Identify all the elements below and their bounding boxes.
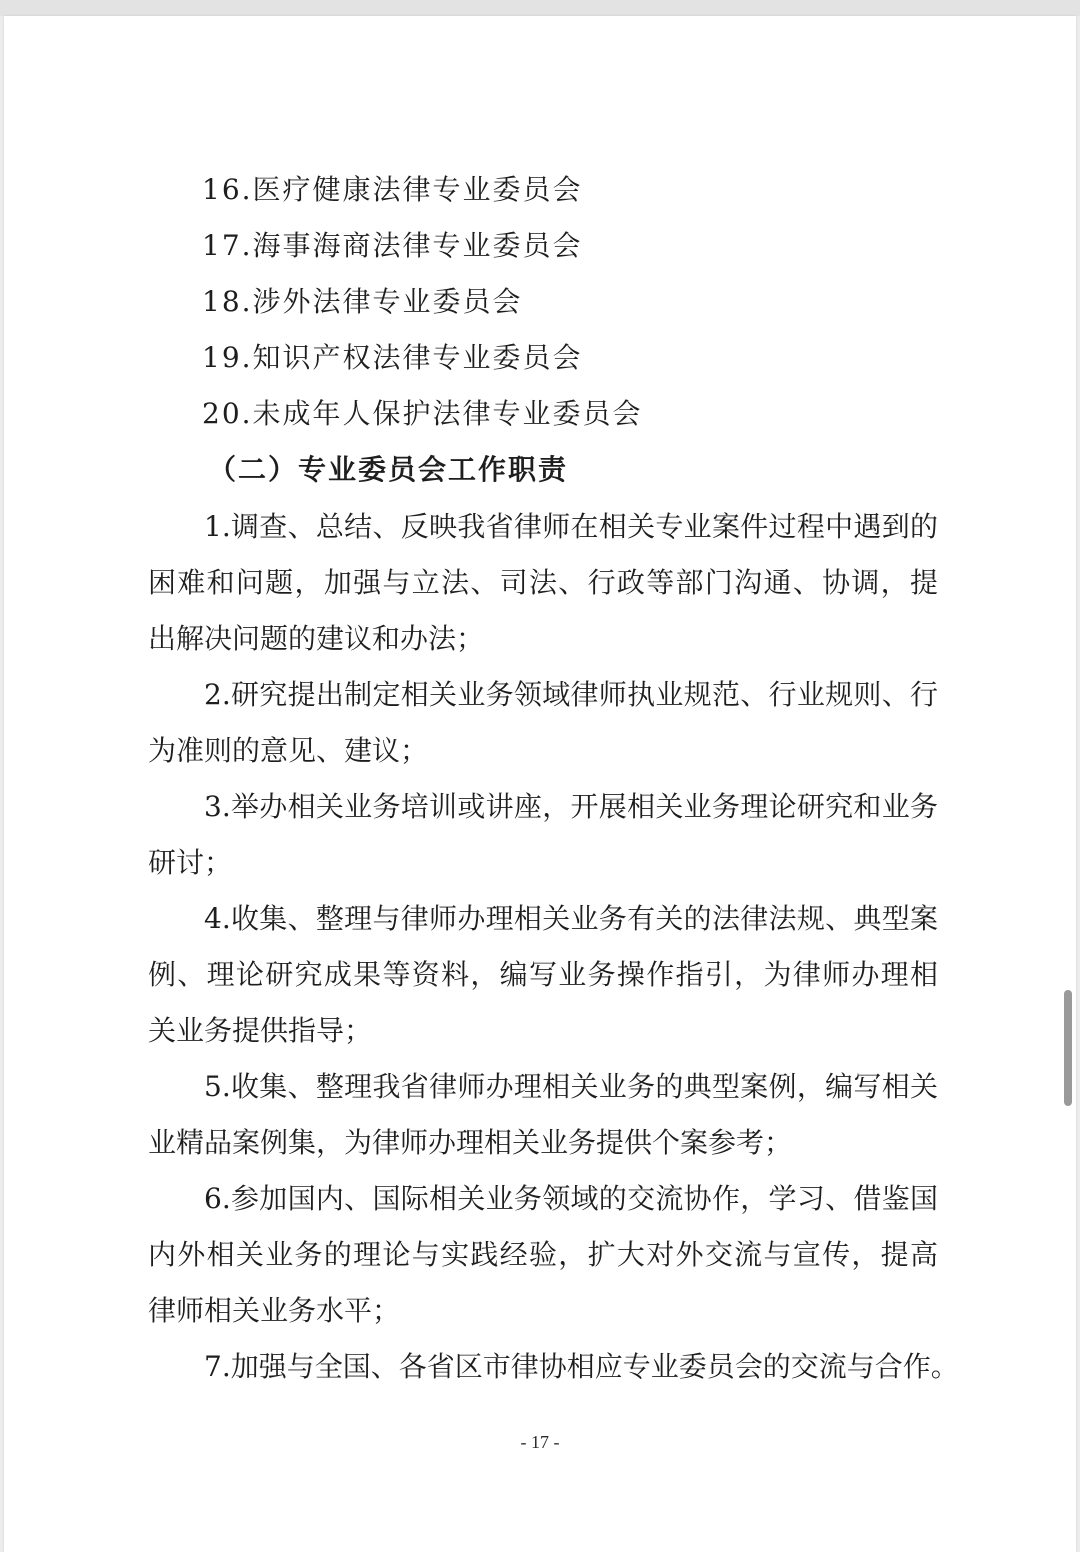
paragraph-line: 困难和问题，加强与立法、司法、行政等部门沟通、协调，提	[148, 566, 938, 599]
page-number: - 17 -	[520, 1432, 560, 1452]
paragraph-line: 为准则的意见、建议；	[148, 734, 429, 767]
paragraph-line: 例、理论研究成果等资料，编写业务操作指引，为律师办理相	[148, 958, 938, 991]
paragraph-line: 内外相关业务的理论与实践经验，扩大对外交流与宣传，提高	[148, 1238, 938, 1271]
list-item: 20.未成年人保护法律专业委员会	[202, 397, 643, 430]
paragraph-line: 研讨；	[148, 846, 233, 879]
list-item: 18.涉外法律专业委员会	[202, 285, 523, 318]
paragraph-line: 6.参加国内、国际相关业务领域的交流协作，学习、借鉴国	[204, 1182, 938, 1215]
list-item: 17.海事海商法律专业委员会	[202, 229, 583, 262]
paragraph-line: 1.调查、总结、反映我省律师在相关专业案件过程中遇到的	[204, 510, 938, 543]
list-item: 19.知识产权法律专业委员会	[202, 341, 583, 374]
paragraph-line: 出解决问题的建议和办法；	[148, 622, 485, 655]
section-heading: （二）专业委员会工作职责	[208, 453, 569, 486]
paragraph-line: 4.收集、整理与律师办理相关业务有关的法律法规、典型案	[204, 902, 938, 935]
scrollbar-track[interactable]	[1062, 16, 1076, 1552]
list-item: 16.医疗健康法律专业委员会	[202, 173, 583, 206]
paragraph-line: 5.收集、整理我省律师办理相关业务的典型案例，编写相关	[204, 1070, 938, 1103]
viewer-top-strip	[0, 0, 1080, 16]
paragraph-line: 2.研究提出制定相关业务领域律师执业规范、行业规则、行	[204, 678, 938, 711]
document-page	[4, 16, 1076, 1552]
paragraph-line: 3.举办相关业务培训或讲座，开展相关业务理论研究和业务	[204, 790, 938, 823]
paragraph-line: 7.加强与全国、各省区市律协相应专业委员会的交流与合作。	[204, 1350, 959, 1383]
scrollbar-thumb[interactable]	[1064, 990, 1072, 1106]
paragraph-line: 关业务提供指导；	[148, 1014, 373, 1047]
paragraph-line: 律师相关业务水平；	[148, 1294, 401, 1327]
paragraph-line: 业精品案例集，为律师办理相关业务提供个案参考；	[148, 1126, 793, 1159]
